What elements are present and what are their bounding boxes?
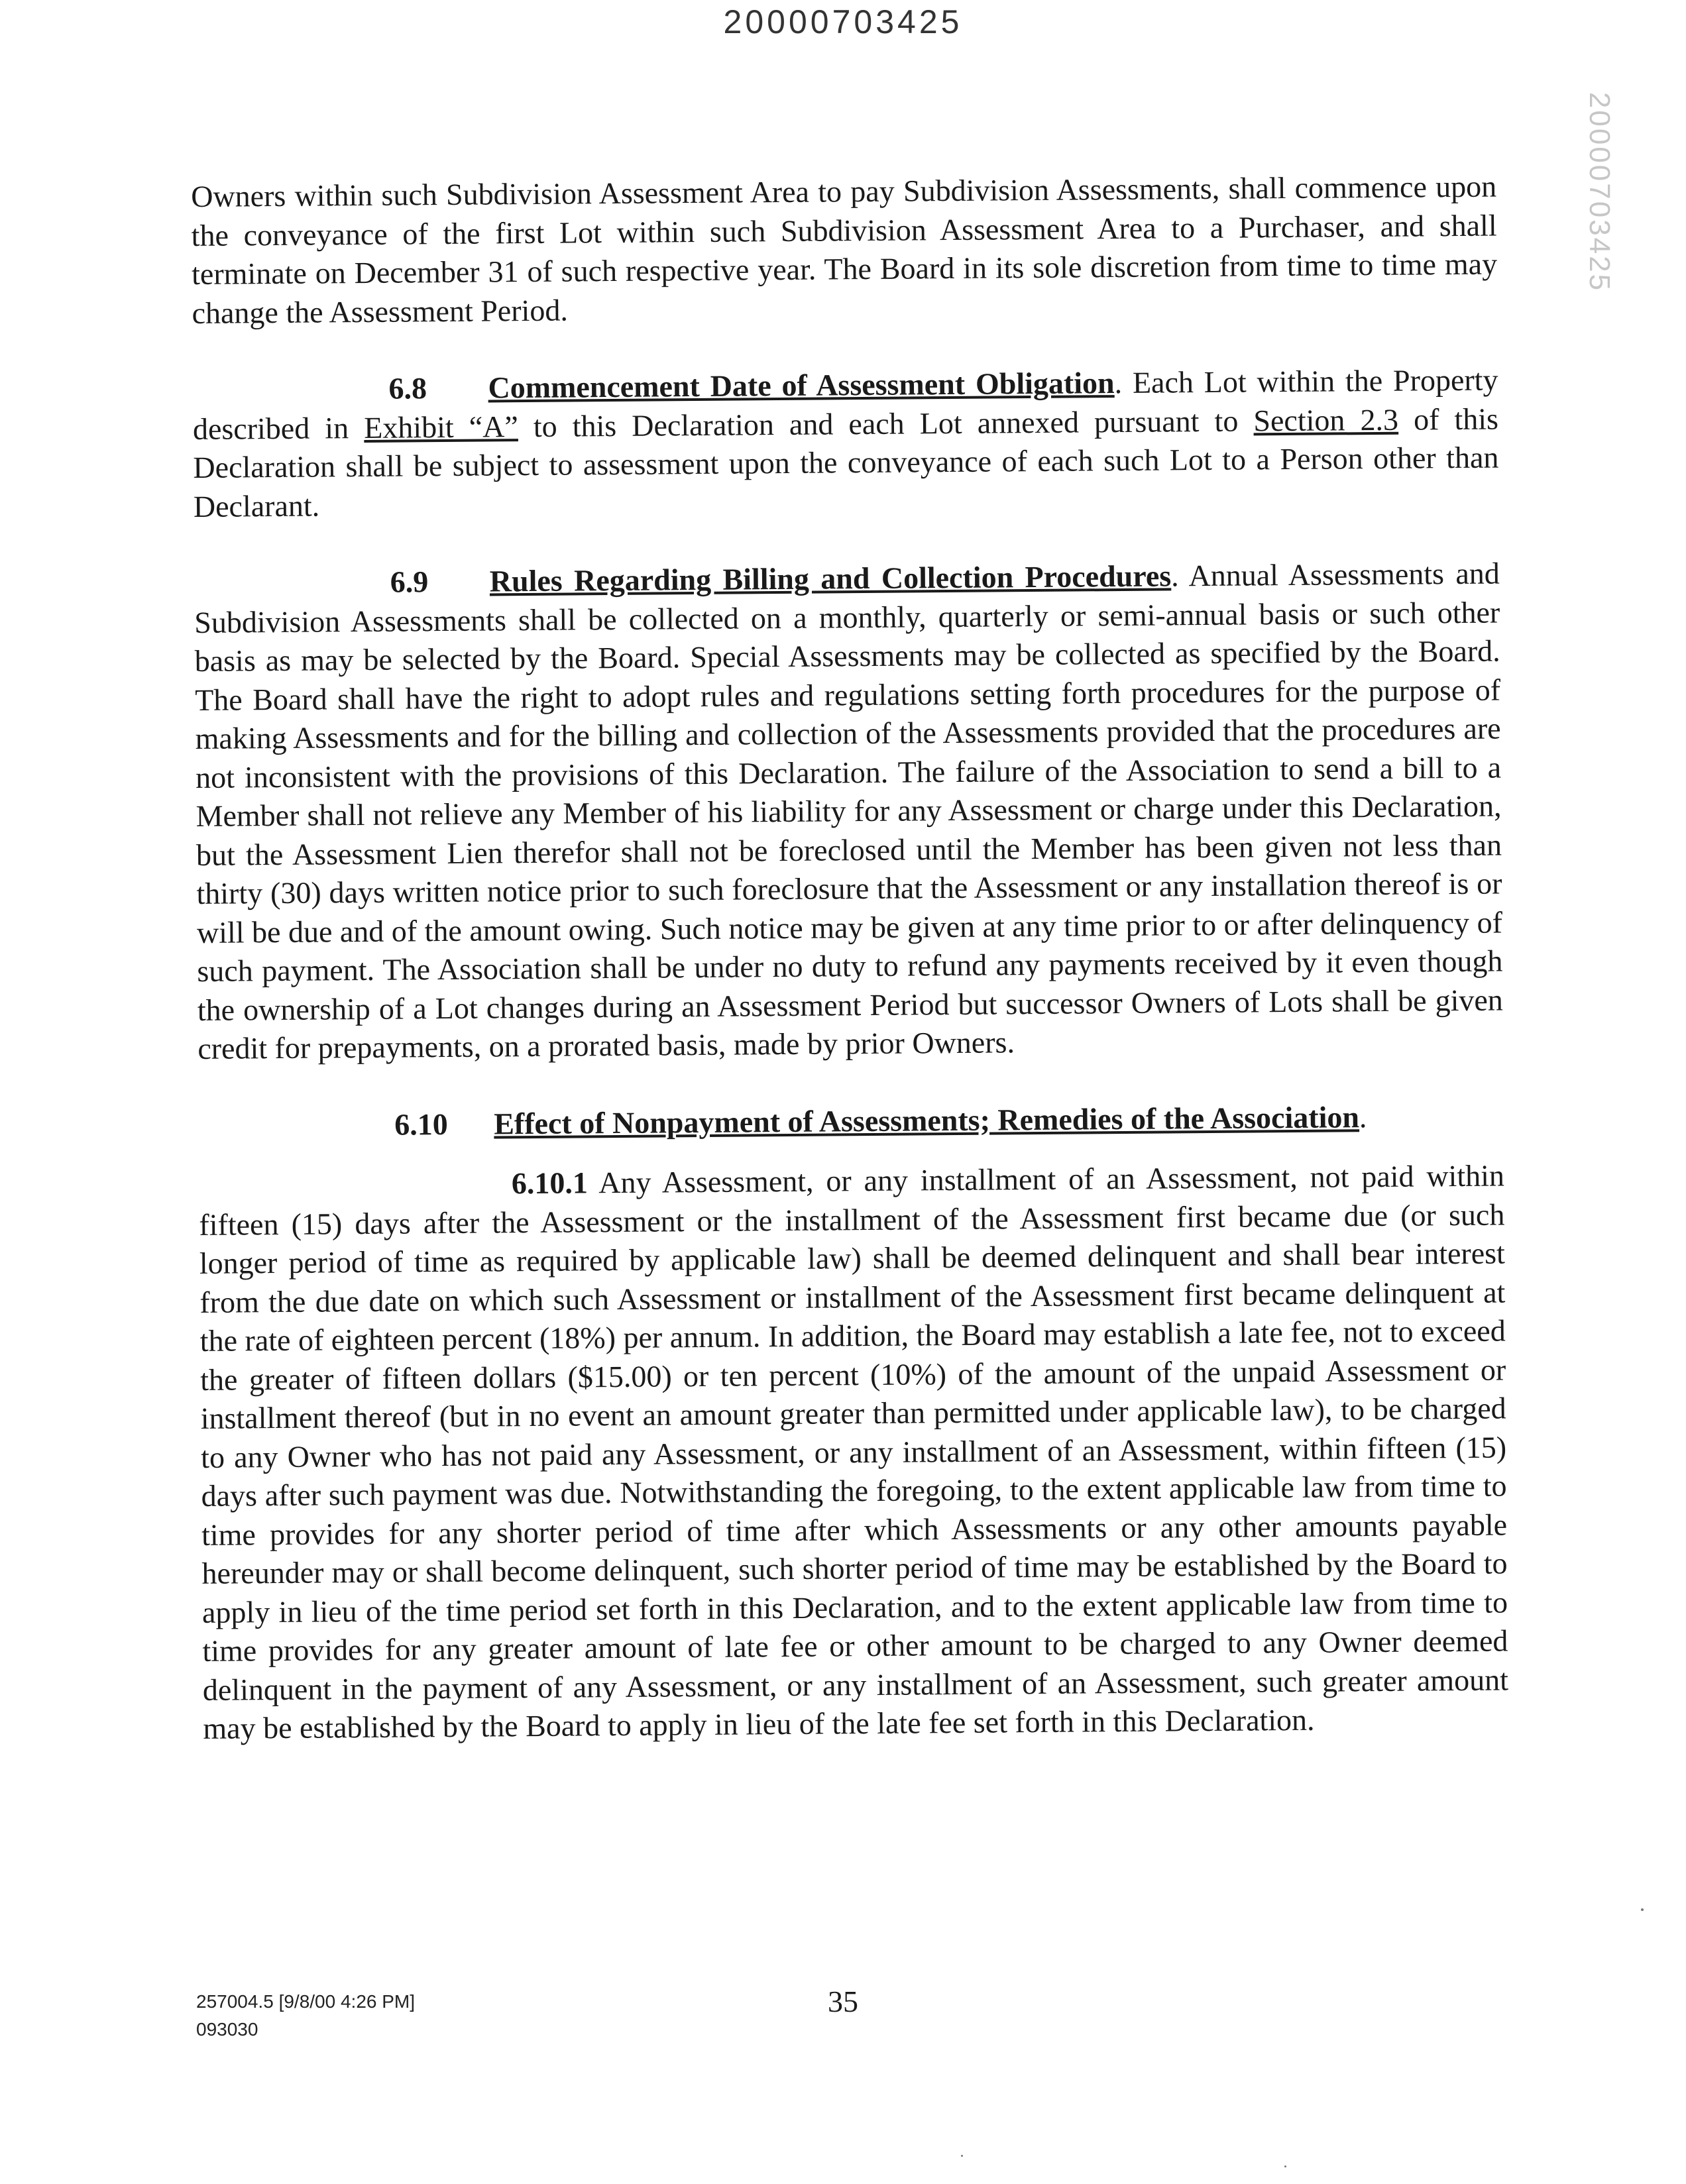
section-number: 6.10 [394, 1107, 448, 1142]
section-title-period: . [1114, 365, 1123, 400]
section-6-8 [192, 361, 1499, 526]
section-6-10-heading [198, 1097, 1504, 1146]
subsection-6-10-1 [199, 1156, 1509, 1748]
section-body: to this Declaration and each Lot annexed pursuant to [533, 404, 1239, 443]
section-title-period: . [1359, 1099, 1367, 1134]
section-body: Each Lot within the Property described in [192, 362, 1498, 446]
section-title: Rules Regarding Billing and Collection Procedures [489, 559, 1172, 598]
exhibit-reference: Exhibit “A” [363, 409, 518, 445]
section-body: of this Declaration shall be subject to assessment upon the conveyance of each such Lot to a Person other than Declarant. [193, 402, 1499, 523]
section-title: Commencement Date of Assessment Obligation [488, 366, 1115, 405]
side-stamp-text: 20000703425 [1583, 91, 1616, 293]
subsection-number: 6.10.1 [511, 1166, 589, 1201]
scan-speck [1641, 1908, 1644, 1911]
opening-paragraph [191, 168, 1498, 333]
section-title-period: . [1170, 559, 1179, 593]
section-number: 6.8 [388, 371, 427, 406]
side-recording-stamp [1569, 93, 1629, 292]
scan-speck [961, 2155, 963, 2157]
subsection-body: Any Assessment, or any installment of an Assessment, not paid within fifteen (15) days after the Assessment or the installment of the Assessment first became due (or such longer period of time as required by applicable law) shall be deemed delinquent and shall bear interest from the due date on which such Assessment or installment of the Assessment first became delinquent at the rate of eighteen percent (18%) per annum. In addition, the Board may establish a late fee, not to exceed the greater of fifteen dollars ($15.00) or ten percent (10%) of the amount of the unpaid Assessment or installment thereof (but in no event an amount greater than permitted under applicable law), to be charged to any Owner who has not paid any Assessment, or any installment of an Assessment, within fifteen (15) days after such payment was due. Notwithstanding the foregoing, to the extent applicable law from time to time provides for any shorter period of time after which Assessments or any other amounts payable hereunder may or shall become delinquent, such shorter period of time may be established by the Board to apply in lieu of the time period set forth in this Declaration, and to the extent applicable law from time to time provides for any greater amount of late fee or other amount to be charged to any Owner deemed delinquent in the payment of any Assessment, or any installment of an Assessment, such greater amount may be established by the Board to apply in lieu of the late fee set forth in this Declaration. [199, 1158, 1509, 1745]
page-number: 35 [828, 1985, 858, 2018]
document-number: 20000703425 [723, 3, 963, 40]
scan-speck [1284, 2165, 1286, 2167]
section-number: 6.9 [390, 565, 429, 599]
footer-client-code: 093030 [196, 2019, 258, 2040]
section-reference: Section 2.3 [1253, 402, 1399, 437]
opening-text: Owners within such Subdivision Assessment Area to pay Subdivision Assessments, shall commence upon the conveyance of the first Lot within such Subdivision Assessment Area to a Purchaser, and shall terminate on December 31 of such respective year. The Board in its sole discretion from time to time may change the Assessment Period. [191, 169, 1498, 330]
page-body [191, 168, 1509, 1787]
section-title: Effect of Nonpayment of Assessments; Remedies of the Association [494, 1099, 1360, 1140]
footer-doc-version: 257004.5 [9/8/00 4:26 PM] [196, 1991, 416, 2012]
section-6-9 [194, 555, 1504, 1069]
section-body: Annual Assessments and Subdivision Assessments shall be collected on a monthly, quarterly or semi-annual basis or such other basis as may be selected by the Board. Special Assessments may be collected as specified by the Board. The Board shall have the right to adopt rules and regulations setting forth procedures for the purpose of making Assessments and for the billing and collection of the Assessments provided that the procedures are not inconsistent with the provisions of this Declaration. The failure of the Association to send a bill to a Member shall not relieve any Member of his liability for any Assessment or charge under this Declaration, but the Assessment Lien therefor shall not be foreclosed until the Member has been given not less than thirty (30) days written notice prior to such foreclosure that the Assessment or any installation thereof is or will be due and of the amount owing. Such notice may be given at any time prior to or after delinquency of such payment. The Association shall be under no duty to refund any payments received by it even though the ownership of a Lot changes during an Assessment Period but successor Owners of Lots shall be given credit for prepayments, on a prorated basis, made by prior Owners. [194, 556, 1504, 1065]
